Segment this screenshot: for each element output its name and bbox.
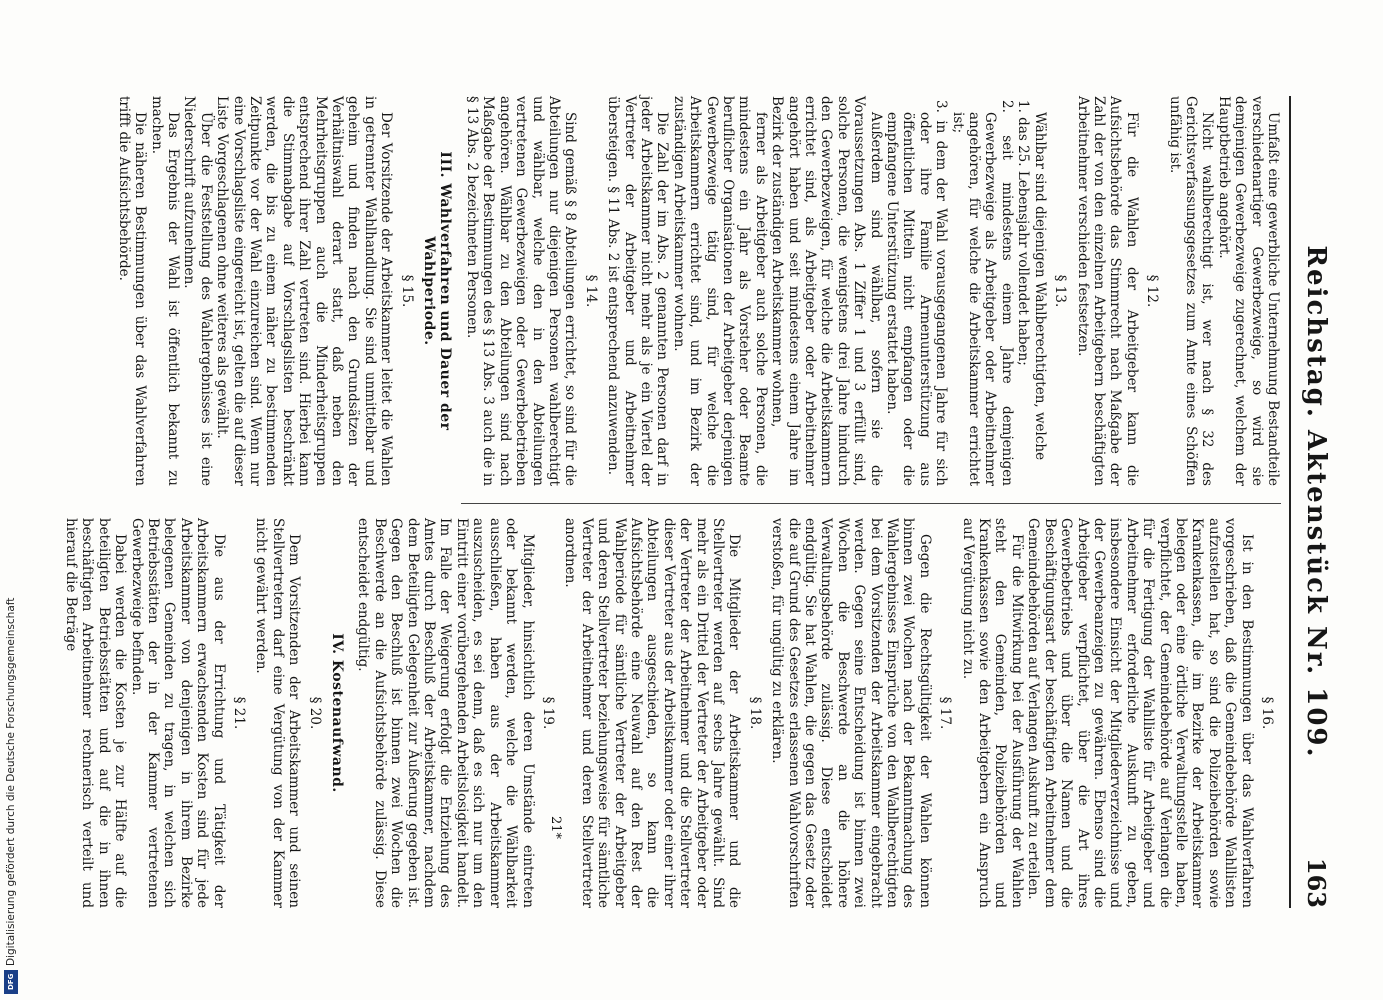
paragraph: Die aus der Errichtung und Tätigkeit der Arbeitskammern erwachsenden Kosten sind für jede Arbeitskammer von denjenigen in ihrem Bezirke belegenen Gemeinden zu tragen, in welchen sich Betriebsstätten der in der Kammer vertretenen Gewerbezweige befinden. xyxy=(128,518,227,908)
section-heading: § 12. xyxy=(1144,274,1161,308)
section-heading: § 21. xyxy=(231,696,248,730)
paragraph: Das Ergebnis der Wahl ist öffentlich bekannt zu machen. xyxy=(148,96,181,486)
paragraph: Dem Vorsitzenden der Arbeitskammer und seinen Stellvertretern darf eine Vergütung von der Kammer nicht gewährt werden. xyxy=(253,518,303,908)
section-heading: § 14. xyxy=(582,274,599,308)
paragraph: Mitglieder, hinsichtlich deren Umstände eintreten oder bekannt werden, welche die Wählbarkeit ausschließen, haben aus der Arbeitskammer auszuscheiden, es sei denn, daß es sich nur um den Eintritt einer vorübergehenden Arbeitslosigkeit handelt. Im Falle der Weigerung erfolgt die Entziehung des Amtes durch Beschluß der Arbeitskammer, nachdem dem Beteiligten Gelegenheit zur Äußerung gegeben ist. Gegen den Beschluß ist binnen zwei Wochen die Beschwerde an die Aufsichtsbehörde zulässig. Diese entscheidet endgültig. xyxy=(355,518,536,908)
paragraph: Für die Mitwirkung bei der Ausführung der Wahlen steht den Gemeinden, Polizeibehörden und Krankenkassen sowie den Arbeitgebern ein Anspruch auf Vergütung nicht zu. xyxy=(959,518,1025,908)
section-heading: § 15. xyxy=(398,274,415,308)
paragraph: Außerdem sind wählbar, sofern sie die Voraussetzungen Abs. 1 Ziffer 1 und 3 erfüllt sind, solche Personen, die wenigstens drei Jahre hindurch den Gewerbezweigen, für welche die Arbeitskammern errichtet sind, als Arbeitgeber oder Arbeitnehmer angehört haben und seit mindestens einem Jahre im Bezirk der zuständigen Arbeitskammer wohnen, xyxy=(769,96,884,486)
right-column xyxy=(63,518,1281,908)
section-heading: § 16. xyxy=(1259,696,1275,730)
page-header xyxy=(1291,96,1331,908)
credit-text: Digitalisierung gefördert durch die Deutsche Forschungsgemeinschaft xyxy=(5,597,17,966)
section-heading: § 20. xyxy=(306,696,323,730)
digitization-credit xyxy=(0,0,22,1000)
section-heading: § 19. xyxy=(539,696,556,730)
dfg-logo-icon: DFG xyxy=(4,970,18,994)
chapter-heading: III. Wahlverfahren und Dauer der Wahlperiode. xyxy=(421,151,454,431)
page-number: 163 xyxy=(1302,857,1331,908)
paragraph: Die Mitglieder der Arbeitskammer und die Stellvertreter werden auf sechs Jahre gewählt. Sind mehr als ein Drittel der Vertreter der Arbeitgeber oder der Vertreter der Arbeitnehmer und die Stellvertreter dieser Vertreter aus der Arbeitskammer oder einer ihrer Abteilungen ausgeschieden, so kann die Aufsichtsbehörde eine Neuwahl auf den Rest der Wahlperiode für sämtliche Vertreter der Arbeitgeber und deren Stellvertreter beziehungsweise für sämtliche Vertreter der Arbeitnehmer und deren Stellvertreter anordnen. xyxy=(562,518,743,908)
paragraph: Nicht wahlberechtigt ist, wer nach § 32 des Gerichtsverfassungsgesetzes zum Amte eines Schöffen unfähig ist. xyxy=(1166,96,1216,486)
paragraph: Wählbar sind diejenigen Wahlberechtigten, welche xyxy=(1031,112,1048,461)
signature-mark: 21* xyxy=(548,816,563,840)
column-divider xyxy=(461,503,1281,504)
paragraph: Die Zahl der im Abs. 2 genannten Personen darf in jeder Arbeitskammer nicht mehr als je ein Viertel der Vertreter der Arbeitgeber und Arbeitnehmer übersteigen. § 11 Abs. 2 ist entsprechend anzuwenden. xyxy=(605,96,671,486)
list-item: 1. das 25. Lebensjahr vollendet haben; xyxy=(1015,100,1032,366)
paragraph: Für die Wahlen der Arbeitgeber kann die Aufsichtsbehörde das Stimmrecht nach Maßgabe der Zahl der von den einzelnen Arbeitgebern beschäftigten Arbeitnehmer verschieden festsetzen. xyxy=(1074,96,1140,486)
header-rule xyxy=(1289,96,1291,908)
list-item: 2. seit mindestens einem Jahre demjenigen Gewerbezweige als Arbeitgeber oder Arbeitnehmer angehören, für welche die Arbeitskammer errichtet ist; xyxy=(949,100,1015,486)
paragraph: Dabei werden die Kosten je zur Hälfte auf die beteiligten Betriebsstätten und auf die in ihnen beschäftigten Arbeitnehmer rechnerisch verteilt und hierauf die Beträge xyxy=(62,518,129,908)
paragraph: ferner als Arbeitgeber auch solche Personen, die mindestens ein Jahr als Vorsteher oder Beamte beruflicher Organisationen der Arbeitgeber derjenigen Gewerbezweige tätig sind, für welche die Arbeitskammern errichtet sind, und im Bezirk der zuständigen Arbeitskammer wohnen. xyxy=(670,96,769,486)
section-heading: § 13. xyxy=(1052,274,1069,308)
chapter-heading: IV. Kostenaufwand. xyxy=(329,633,346,793)
paragraph: Gegen die Rechtsgültigkeit der Wahlen können binnen zwei Wochen nach der Bekanntmachung des Wahlergebnisses Einsprüche von den Wahlberechtigten bei dem Vorsitzenden der Arbeitskammer eingebracht werden. Gegen seine Entscheidung ist binnen zwei Wochen die Beschwerde an die höhere Verwaltungsbehörde zulässig. Diese entscheidet endgültig. Sie hat Wahlen, die gegen das Gesetz oder die auf Grund des Gesetzes erlassenen Wahlvorschriften verstoßen, für ungültig zu erklären. xyxy=(769,518,933,908)
page-title: Reichstag. Aktenstück Nr. 109. xyxy=(1301,245,1331,759)
left-column xyxy=(115,96,1281,486)
paragraph: Sind gemäß § 8 Abteilungen errichtet, so sind für die Abteilungen nur diejenigen Personen wahlberechtigt und wählbar, welche den in den Abteilungen vertretenen Gewerbezweigen oder Gewerbebetrieben angehören. Wählbar zu den Abteilungen sind nach Maßgabe der Bestimmungen des § 13 Abs. 3 auch die in § 13 Abs. 2 bezeichneten Personen. xyxy=(463,96,579,486)
paragraph: Der Vorsitzende der Arbeitskammer leitet die Wahlen in getrennter Wahlhandlung. Sie sind unmittelbar und geheim und finden nach den Grundsätzen der Verhältniswahl derart statt, daß neben den Mehrheitsgruppen auch die Minderheitsgruppen entsprechend ihrer Zahl vertreten sind. Hierbei kann die Stimmabgabe auf Vorschlagslisten beschränkt werden, die bis zu einem näher zu bestimmenden Zeitpunkte vor der Wahl einzureichen sind. Wenn nur eine Vorschlagsliste eingereicht ist, gelten die auf dieser Liste Vorgeschlagenen ohne weiteres als gewählt. xyxy=(214,96,395,486)
section-heading: § 17. xyxy=(937,696,954,730)
paragraph: Umfaßt eine gewerbliche Unternehmung Bestandteile verschiedenartiger Gewerbezweige, so wird sie demjenigen Gewerbezweige zugerechnet, welchem der Hauptbetrieb angehört. xyxy=(1215,96,1281,486)
paragraph: Die näheren Bestimmungen über das Wahlverfahren trifft die Aufsichtsbehörde. xyxy=(115,96,149,486)
list-item: 3. in dem der Wahl vorausgegangenen Jahre für sich oder ihre Familie Armenunterstützung aus öffentlichen Mitteln nicht empfangen oder die empfangene Unterstützung erstattet haben. xyxy=(884,100,950,486)
paragraph: Ist in den Bestimmungen über das Wahlverfahren vorgeschrieben, daß die Gemeindebehörde Wahllisten aufzustellen hat, so sind die Polizeibehörden sowie Krankenkassen, die im Bezirke der Arbeitskammer belegen oder eine örtliche Verwaltungsstelle haben, verpflichtet, der Gemeindebehörde auf Verlangen die für die Fertigung der Wahlliste für Arbeitgeber und Arbeitnehmer erforderliche Auskunft zu geben, insbesondere Einsicht der Mitgliederverzeichnisse und der Gewerbeanzeigen zu gewähren. Ebenso sind die Arbeitgeber verpflichtet, über die Art ihres Gewerbebetriebs und über die Namen und die Beschäftigungsart der beschäftigten Arbeitnehmer dem Gemeindebehörden auf Verlangen Auskunft zu erteilen. xyxy=(1025,518,1255,908)
paragraph: Über die Feststellung des Wahlergebnisses ist eine Niederschrift aufzunehmen. xyxy=(181,96,214,486)
section-heading: § 18. xyxy=(746,696,763,730)
